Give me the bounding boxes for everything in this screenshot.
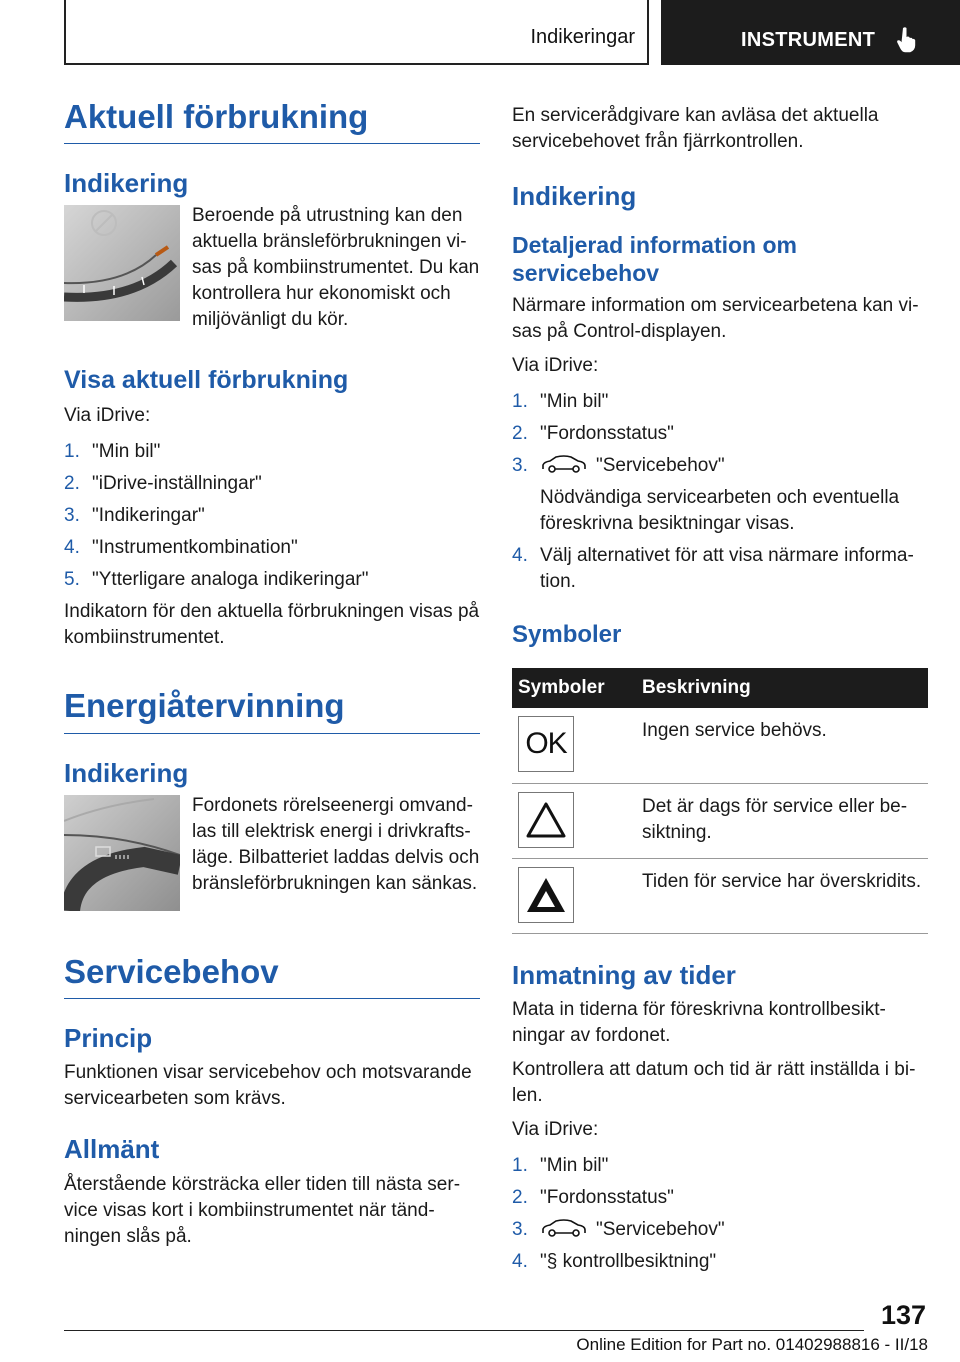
service-steps-list <box>512 389 928 595</box>
list-item: 3. "Indikeringar" <box>64 505 205 527</box>
section-title-aktuell-forbrukning: Aktuell förbrukning <box>64 96 480 144</box>
header-chapter-tab <box>661 0 960 65</box>
via-idrive-label: Via iDrive: <box>64 405 151 427</box>
recuperation-figure-text: Fordonets rörelseenergi omvandlas till elektrisk energi i drivkraftsläge. Bilbatteriet laddas delvis och bränsleförbrukningen kan sänkas. <box>192 794 480 894</box>
check-date-text: Kontrollera att datum och tid är rätt inställda i bilen. <box>512 1058 916 1106</box>
list-item: 3. "Servicebehov" <box>512 1218 725 1240</box>
allmant-text: Återstående körsträcka eller tiden till nästa service visas kort i kombiinstrumentet när tändningen slås på. <box>64 1173 461 1247</box>
list-item: 1. "Min bil" <box>64 441 161 463</box>
list-item: 2. "Fordonsstatus" <box>512 423 674 445</box>
list-item: 3. "Servicebehov" Nödvändiga servicearbeten och eventuella föreskrivna besiktningar visas. <box>512 453 928 537</box>
consumption-figure-text: Beroende på utrustning kan den aktuella bränsleförbrukningen visas på kombiinstrumentet. Du kan kontrollera hur ekonomiskt och miljövänligt du kör. <box>192 205 480 331</box>
footer-divider <box>64 1330 864 1331</box>
detail-info-text: Närmare information om servicearbetena kan visas på Control-displayen. <box>512 295 919 343</box>
energy-recuperation-gauge-image <box>64 795 180 911</box>
via-idrive-label-3: Via iDrive: <box>512 1118 599 1140</box>
list-item: 1. "Min bil" <box>512 1154 609 1176</box>
list-item: 1. "Min bil" <box>512 391 609 413</box>
consumption-steps-list <box>64 439 480 593</box>
header-section-label: Indikeringar <box>530 26 635 48</box>
figure-row-recuperation <box>64 795 480 911</box>
subheading-indikering-3: Indikering <box>512 181 637 211</box>
inmatning-text: Mata in tiderna för föreskrivna kontrollbesiktningar av fordonet. <box>512 998 886 1046</box>
subheading-indikering: Indikering <box>64 168 189 199</box>
subheading-inmatning-av-tider: Inmatning av tider <box>512 959 736 990</box>
subheading-allmant: Allmänt <box>64 1134 160 1165</box>
subheading-indikering-2: Indikering <box>64 757 189 788</box>
list-item: 4. "§ kontrollbesiktning" <box>512 1250 717 1272</box>
car-icon <box>540 1218 588 1238</box>
right-column <box>512 103 928 1281</box>
symbols-table <box>512 668 928 934</box>
warning-triangle-outline-icon <box>518 792 574 848</box>
list-item: 5. "Ytterligare analoga indikeringar" <box>64 569 369 591</box>
consumption-after-text: Indikatorn för den aktuella förbrukningen visas på kombiinstrumentet. <box>64 601 480 649</box>
step3-subtext: Nödvändiga servicearbeten och eventuella föreskrivna besiktningar visas. <box>540 487 900 535</box>
subheading-visa-aktuell-forbrukning: Visa aktuell förbrukning <box>64 366 349 395</box>
footer-edition-text: Online Edition for Part no. 01402988816 - II/18 <box>576 1335 928 1354</box>
table-row: OK Ingen service behövs. <box>512 708 928 783</box>
via-idrive-label-2: Via iDrive: <box>512 355 599 377</box>
table-header-symboler: Symboler <box>512 668 636 708</box>
time-entry-steps-list <box>512 1153 928 1275</box>
pointing-hand-icon <box>894 26 920 54</box>
subheading-symboler: Symboler <box>512 621 622 649</box>
ok-icon: OK <box>518 716 574 772</box>
car-icon <box>540 454 588 474</box>
subheading-princip: Princip <box>64 1023 153 1054</box>
list-item: 2. "Fordonsstatus" <box>512 1186 674 1208</box>
header-section-tab <box>64 0 649 65</box>
subheading-detaljerad-information: Detaljerad information om servicebehov <box>512 232 797 286</box>
section-title-servicebehov: Servicebehov <box>64 951 480 999</box>
table-row: Tiden för service har överskridits. <box>512 858 928 933</box>
service-advisor-text: En servicerådgivare kan avläsa det aktuella servicebehovet från fjärrkontrollen. <box>512 105 879 152</box>
left-column <box>64 96 480 1250</box>
list-item: 4. "Instrumentkombination" <box>64 537 298 559</box>
warning-triangle-filled-icon <box>518 867 574 923</box>
list-item: 2. "iDrive-inställningar" <box>64 473 262 495</box>
consumption-gauge-image <box>64 205 180 321</box>
table-header-beskrivning: Beskrivning <box>636 668 928 708</box>
figure-row-consumption <box>64 205 480 333</box>
section-title-energiatervinning: Energiåtervinning <box>64 685 480 733</box>
list-item: 4. Välj alternativet för att visa närmare information. <box>512 545 914 593</box>
princip-text: Funktionen visar servicebehov och motsvarande servicearbeten som krävs. <box>64 1062 472 1110</box>
page-number: 137 <box>880 1300 926 1330</box>
header-chapter-label: INSTRUMENT <box>741 29 876 51</box>
table-row: Det är dags för service eller besiktning. <box>512 783 928 858</box>
